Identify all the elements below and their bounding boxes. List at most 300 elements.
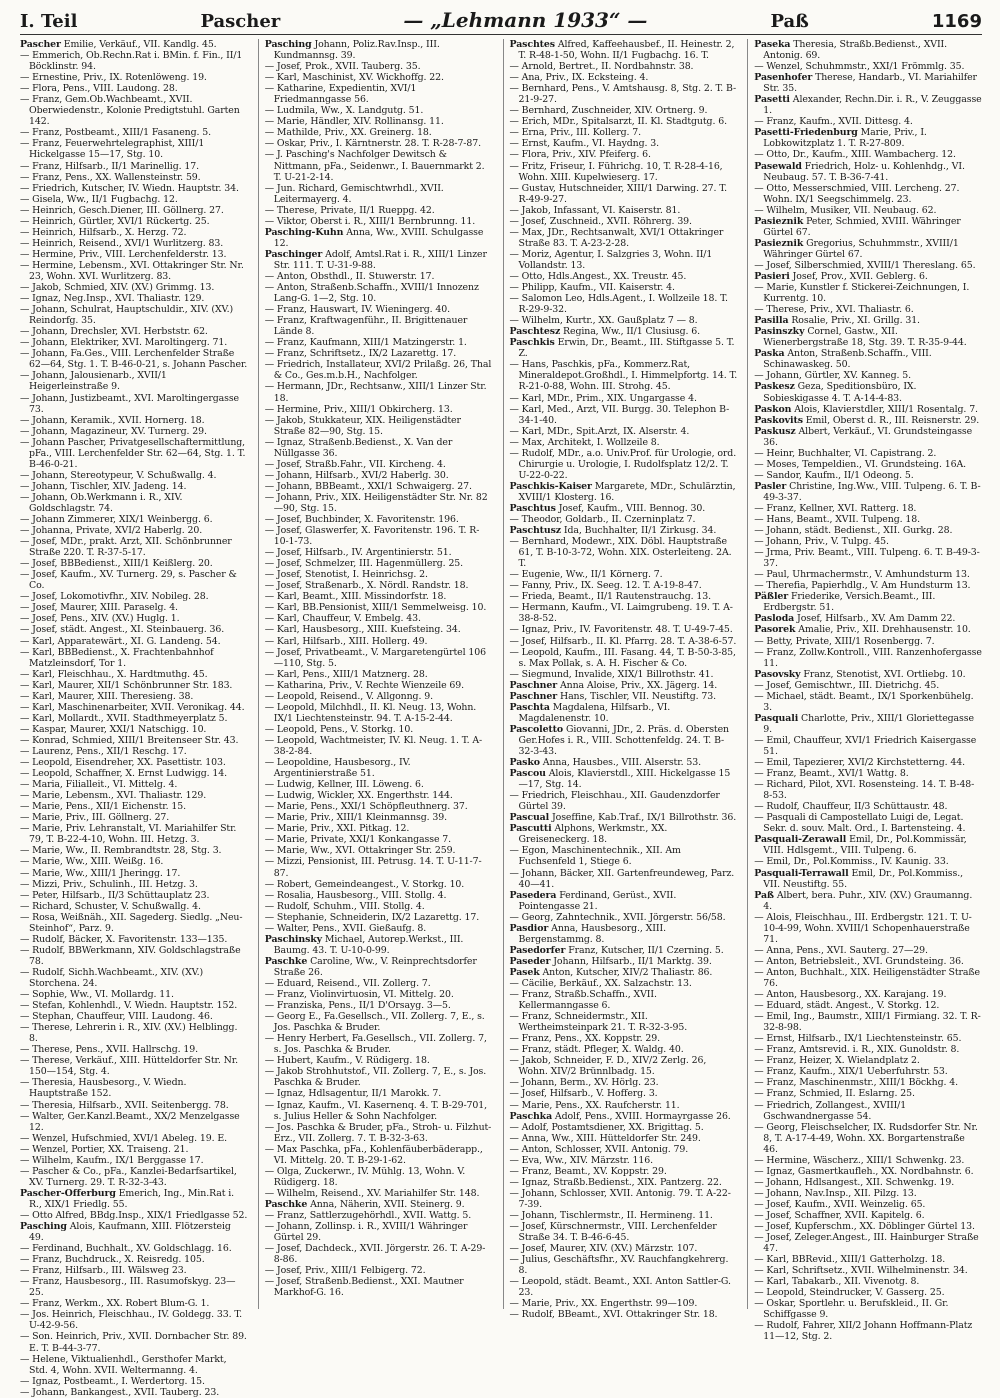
- directory-entry: — Josef, Schmelzer, III. Hagenmüllerg. 25.: [264, 558, 464, 570]
- directory-entry: Pascual Joseffine, Kab.Traf., IX/1 Billrothstr. 36.: [509, 812, 737, 824]
- directory-entry: — Leopold, städt. Beamt., XXI. Anton Sattler-G. 23.: [509, 1276, 731, 1299]
- directory-entry: — Jos. Paschka & Bruder, pFa., Stroh- u. Filzhut-Erz., VII. Zollerg. 7. T. B-32-3-63.: [264, 1121, 492, 1144]
- directory-entry: — Josef, Priv., XIII/1 Felbigerg. 72.: [264, 1265, 426, 1277]
- directory-entry: — Johann, Gürtler, XV. Kanneg. 5.: [754, 370, 911, 382]
- directory-entry: — Karl, Schriftsetz., XVII. Wilhelminenstr. 34.: [754, 1265, 968, 1277]
- directory-entry: — Theresia, Hilfsarb., XVII. Seitenbergg. 78.: [20, 1099, 229, 1111]
- column-4: [747, 39, 982, 1343]
- directory-entry: Paß Albert, bera. Puhr., XIV. (XV.) Graumanng. 4.: [754, 889, 973, 912]
- directory-entry: — Franz, Straßb.Schaffn., XVII. Kellermanngasse 6.: [509, 989, 657, 1012]
- directory-entry: — Marie, Händler, XIV. Rollinansg. 11.: [264, 116, 444, 128]
- directory-entry: — Georg, Zahntechnik., XVII. Jörgerstr. 56/58.: [509, 911, 726, 923]
- directory-entry: — Anton, Hausbesorg., XX. Karajang. 19.: [754, 989, 947, 1001]
- directory-entry: — Johann Zimmerer, XIX/1 Weinbergg. 6.: [20, 514, 213, 526]
- directory-entry: — Rudolf, MDr., a.o. Univ.Prof. für Urologie, ord. Chirurgie u. Urologie, I. Rudolfsplatz 12/2. T. U-22-0-22.: [509, 447, 737, 481]
- directory-entry: — Friedrich, Kutscher, IV. Wiedn. Hauptstr. 34.: [20, 182, 239, 194]
- directory-entry: — Franz, Kaufm., XVII. Dittesg. 4.: [754, 116, 913, 128]
- directory-entry: Pasovsky Franz, Stenotist, XVI. Ortliebg. 10.: [754, 668, 966, 680]
- directory-entry: — Leopoldine, Hausbesorg., IV. Argentinierstraße 51.: [264, 757, 411, 780]
- directory-entry: — Otto Alfred, BBdg.Insp., XIX/1 Friedlgasse 52.: [20, 1209, 248, 1221]
- directory-entry: — Pasquali di Campostellato Luigi de, Legat. Sekr. d. souv. Malt. Ord., I. Bartensteing. 4.: [754, 812, 966, 835]
- directory-entry: — Viktor, Oberst i. R., XIII/1 Bernbrunng. 11.: [264, 215, 476, 227]
- directory-entry: Pasko Anna, Hausbes., VIII. Alserstr. 53.: [509, 757, 701, 769]
- section-label: I. Teil: [20, 11, 78, 32]
- directory-entry: — Henry Herbert, Fa.Gesellsch., VII. Zollerg. 7, s. Jos. Paschka & Bruder.: [264, 1033, 487, 1056]
- directory-entry: — Josef, Buchbinder, X. Favoritenstr. 196.: [264, 514, 459, 526]
- directory-entry: — Franz, Sattlerzugehörhdl., XVII. Wattg. 5.: [264, 1209, 472, 1221]
- directory-entry: — Eduard, Reisend., VII. Zollerg. 7.: [264, 977, 431, 989]
- directory-entry: — Johann, Fa.Ges., VIII. Lerchenfelder Straße 62—64, Stg. 1. T. B-46-0-21, s. Johann Pascher.: [20, 348, 248, 371]
- directory-entry: — Son. Heinrich, Priv., XVII. Dornbacher Str. 89. E. T. B-44-3-77.: [20, 1331, 247, 1354]
- directory-entry: — Karl, Hilfsarb., XIII. Hollerg. 49.: [264, 635, 428, 647]
- directory-entry: Pasedorfer Franz, Kutscher, II/1 Czerning. 5.: [509, 944, 724, 956]
- directory-entry: — Johann, Drechsler, XVI. Herbststr. 62.: [20, 326, 208, 338]
- directory-entry: — Peter, Hilfsarb., II/3 Schüttauplatz 23.: [20, 889, 210, 901]
- directory-entry: — Marie, Kunstler f. Stickerei-Zeichnungen, I. Kurrentg. 10.: [754, 282, 970, 305]
- directory-entry: — Franz, Kellner, XVI. Ratterg. 18.: [754, 502, 917, 514]
- directory-entry: Pasler Christine, Ing.Ww., VIII. Tulpeng. 6. T. B-49-3-37.: [754, 480, 981, 503]
- directory-entry: — Ignaz, Straßenb.Bedienst., X. Van der Nüllgasse 36.: [264, 436, 453, 459]
- directory-entry: — Moses, Tempeldien., VI. Grundsteing. 16A.: [754, 458, 966, 470]
- directory-entry: — Johann, Justizbeamt., XVI. Maroltingergasse 73.: [20, 392, 239, 415]
- directory-entry: — Leopold, Wachtmeister, IV. Kl. Neug. 1. T. A-38-2-84.: [264, 734, 483, 757]
- directory-entry: — Ignaz, Straßb.Bedienst., XIX. Pantzerg. 22.: [509, 1176, 722, 1188]
- directory-entry: — Michael, städt. Beamt., IX/1 Sporkenbühelg. 3.: [754, 690, 974, 713]
- directory-entry: — Karl, Fleischhau., X. Hardtmuthg. 45.: [20, 668, 208, 680]
- directory-entry: Pasching Johann, Poliz.Rav.Insp., III. Kundmannsg. 39.: [264, 39, 440, 62]
- directory-entry: — Johann, Bankangest., XVII. Tauberg. 23.: [20, 1386, 220, 1398]
- directory-entry: Pasquali Charlotte, Priv., XIII/1 Gloriettegasse 9.: [754, 712, 974, 735]
- directory-entry: Pasek Anton, Kutscher, XIV/2 Thaliastr. 86.: [509, 966, 713, 978]
- directory-entry: — Marie, Priv., XXI. Pitkag. 12.: [264, 823, 410, 835]
- directory-entry: Paschtus Josef, Kaufm., VIII. Bennog. 30.: [509, 502, 706, 514]
- directory-entry: — Josef, MDr., prakt. Arzt, XII. Schönbrunner Straße 220. T. R-37-5-17.: [20, 536, 232, 559]
- directory-entry: — Wilhelm, Reisend., XV. Mariahilfer Str. 148.: [264, 1187, 480, 1199]
- directory-entry: — Anton, Betriebsleit., XVI. Grundsteing. 36.: [754, 955, 964, 967]
- directory-entry: — Karl, Maschinist, XV. Wickhoffg. 22.: [264, 72, 444, 84]
- directory-entry: — Ignaz, Priv., IV. Favoritenstr. 48. T. U-49-7-45.: [509, 624, 733, 636]
- directory-entry: — Ignaz, Hdlsagentur, II/1 Marokk. 7.: [264, 1088, 442, 1100]
- directory-entry: Paschtes Alfred, Kaffeehausbef., II. Heinestr. 2, T. R-48-1-50, Wohn. II/1 Fugbachg. 16. T.: [509, 39, 735, 62]
- directory-entry: — Sandor, Kaufm., II/1 Odeong. 5.: [754, 469, 914, 481]
- column-2: [258, 39, 493, 1309]
- directory-entry: — Maria, Filialleit., VI. Mittelg. 4.: [20, 779, 178, 791]
- directory-entry: — Josef, Straßb.Fahr., VII. Kircheng. 4.: [264, 458, 446, 470]
- directory-entry: — Franz, städt. Pfleger, X. Waldg. 40.: [509, 1044, 684, 1056]
- directory-entry: — Johann, Tischler, XIV. Jadeng. 14.: [20, 480, 187, 492]
- directory-entry: — Josef, BBBedienst., XIII/1 Keißlerg. 20.: [20, 558, 213, 570]
- directory-entry: Paschke Caroline, Ww., V. Reinprechtsdorfer Straße 26.: [264, 955, 477, 978]
- directory-entry: Pasching-Kuhn Anna, Ww., XVIII. Schulgasse 12.: [264, 226, 484, 249]
- directory-entry: — Rudolf, Bäcker, X. Favoritenstr. 133—135.: [20, 933, 228, 945]
- directory-entry: Pasdior Anna, Hausbesorg., XIII. Bergenstammg. 8.: [509, 922, 666, 945]
- directory-entry: — Franz, Hilfsarb., III. Wälsweg 23.: [20, 1265, 187, 1277]
- directory-entry: — Johann, Keramik., XVII. Hornerg. 18.: [20, 414, 205, 426]
- directory-entry: — Anna, Pens., XVI. Sauterg. 27—29.: [754, 944, 928, 956]
- directory-entry: — Konrad, Schmied, XIII/1 Breitenseer Str. 43.: [20, 734, 239, 746]
- directory-entry: — Wenzel, Portier, XX. Traiseng. 21.: [20, 1143, 189, 1155]
- directory-entry: — Therese, Private, II/1 Rueppg. 42.: [264, 204, 435, 216]
- directory-entry: Paskon Alois, Klavierstdler, XIII/1 Rosentalg. 7.: [754, 403, 978, 415]
- directory-entry: — Johanna, Private, XVI/2 Haberlg. 20.: [20, 525, 203, 537]
- directory-entry: — Franz, Kaufmann, XIII/1 Matzingerstr. 1.: [264, 337, 467, 349]
- directory-entry: — Heinr, Buchhalter, VI. Capistrang. 2.: [754, 447, 937, 459]
- directory-entry: — Salomon Leo, Hdls.Agent., I. Wollzeile 18. T. R-29-9-32.: [509, 293, 728, 316]
- directory-entry: — Georg, Fleischselcher, IX. Rudsdorfer Str. Nr. 8, T. A-17-4-49, Wohn. XX. Borgartenstraße 46.: [754, 1121, 978, 1155]
- directory-entry: — Max, Architekt, I. Wollzeile 8.: [509, 436, 660, 448]
- directory-entry: — Johann, Stereotypeur, V. Schußwallg. 4.: [20, 469, 217, 481]
- directory-entry: — Flora, Pens., VIII. Laudong. 28.: [20, 83, 178, 95]
- directory-entry: Pasieznik Gregorius, Schuhmmstr., XVIII/1 Währinger Gürtel 67.: [754, 237, 959, 260]
- directory-entry: — Anna, Ww., XIII. Hütteldorfer Str. 249.: [509, 1132, 701, 1144]
- directory-entry: — Franz, Maschinenmstr., XIII/1 Böckhg. 4.: [754, 1077, 958, 1089]
- directory-entry: — Mathilde, Priv., XX. Greinerg. 18.: [264, 127, 432, 139]
- directory-entry: — Arnold, Bertret., II. Nordbahnstr. 38.: [509, 61, 694, 73]
- directory-entry: — Josef, Hilfsarb., II. Kl. Pfarrg. 28. T. A-38-6-57.: [509, 635, 737, 647]
- directory-entry: — Hermann, JDr., Rechtsanw., XIII/1 Linzer Str. 18.: [264, 381, 487, 404]
- directory-entry: — Rosalia, Hausbesorg., VIII. Stollg. 4.: [264, 889, 447, 901]
- directory-entry: Pasilla Rosalie, Priv., XI. Grillg. 31.: [754, 315, 920, 327]
- directory-entry: — Johann, Jalousienarb., XVII/1 Heigerleinstraße 9.: [20, 370, 167, 393]
- directory-entry: — Jakob, Schmied, XIV. (XV.) Grimmg. 13.: [20, 282, 215, 294]
- directory-entry: — Hermann, Kaufm., VI. Laimgrubeng. 19. T. A-38-8-52.: [509, 602, 733, 625]
- directory-entry: — Max, JDr., Rechtsanwalt, XVI/1 Ottakringer Straße 83. T. A-23-2-28.: [509, 226, 724, 249]
- directory-entry: Paseder Johann, Hilfsarb., II/1 Marktg. 39.: [509, 955, 712, 967]
- directory-entry: — Rudolf, Fahrer, XII/2 Johann Hoffmann-Platz 11—12, Stg. 2.: [754, 1320, 973, 1343]
- directory-entry: — Therefia, Papierhdlg., V. Am Hundsturm 13.: [754, 580, 971, 592]
- directory-entry: Pasorek Amalie, Priv., XII. Drehhausenstr. 10.: [754, 624, 971, 636]
- directory-entry: — Paul, Uhrmachermstr., V. Amhundsturm 13.: [754, 569, 970, 581]
- directory-entry: Paskovits Emil, Oberst d. R., III. Reisnerstr. 29.: [754, 414, 980, 426]
- directory-entry: — Leopold, Eisendreher, XX. Pasettistr. 103.: [20, 757, 226, 769]
- directory-entry: — Emil, Ing., Baumstr., XIII/1 Firmiang. 32. T. R-32-8-98.: [754, 1011, 981, 1034]
- directory-entry: — Kaspar, Maurer, XXI/1 Natschigg. 10.: [20, 723, 207, 735]
- directory-entry: — Johann, Nav.Insp., XII. Pilzg. 13.: [754, 1187, 917, 1199]
- directory-entry: Paschner Anna Aloise, Priv., XX. Jägerg. 14.: [509, 679, 718, 691]
- directory-entry: — Ana, Priv., IX. Ecksteing. 4.: [509, 72, 649, 84]
- directory-entry: — Anton, Straßenb.Schaffn., XVIII/1 Innozenz Lang-G. 1—2, Stg. 10.: [264, 282, 479, 305]
- directory-entry: Pascoletto Giovanni, JDr., 2. Präs. d. Obersten Ger.Hofes i. R., VIII. Schottenfeldg. 24. T. B-32-3-43.: [509, 723, 729, 757]
- directory-entry: — Franz, Postbeamt., XIII/1 Fasaneng. 5.: [20, 127, 212, 139]
- directory-entry: — Franz, Pens., XX. Koppstr. 29.: [509, 1033, 660, 1045]
- directory-entry: — Jakob, Stukkateur, XIX. Heiligenstädter Straße 82—90, Stg. 15.: [264, 414, 461, 437]
- directory-entry: — Josef, Zeleger.Angest., III. Hainburger Straße 47.: [754, 1232, 979, 1255]
- directory-entry: — Karl, Maschinenarbeiter, XVII. Veronikag. 44.: [20, 701, 245, 713]
- directory-entry: — Fritz, Friseur, I. Führichg. 10, T. R-28-4-16, Wohn. XIII. Kupelwieserg. 17.: [509, 160, 723, 183]
- directory-entry: — Franz, Beamt., XV. Koppstr. 29.: [509, 1165, 667, 1177]
- directory-entry: — Flora, Priv., XIV. Pfeiferg. 6.: [509, 149, 651, 161]
- directory-entry: — Cäcilie, Berkäuf., XX. Salzachstr. 13.: [509, 977, 692, 989]
- directory-entry: — Rudolf, Chauffeur, II/3 Schüttaustr. 48.: [754, 801, 948, 813]
- directory-entry: — Karl, BBRevid., XIII/1 Gatterholzg. 18.: [754, 1254, 946, 1266]
- directory-entry: — Hermine, Wäscherz., XIII/1 Schwenkg. 23.: [754, 1154, 965, 1166]
- directory-entry: — Johann, Tischlermstr., II. Hermineng. 11.: [509, 1209, 713, 1221]
- directory-entry: — Josef, Silberschmied, XVIII/1 Thereslang. 65.: [754, 259, 976, 271]
- directory-entry: — Johann, Priv., XIX. Heiligenstädter Str. Nr. 82—90, Stg. 15.: [264, 491, 488, 514]
- directory-entry: — Otto, Dr., Kaufm., XIII. Wambacherg. 12.: [754, 149, 956, 161]
- directory-entry: — Karl, Med., Arzt, VII. Burgg. 30. Telephon B-34-1-40.: [509, 403, 730, 426]
- directory-entry: — Josef, Gemischtwr., III. Dietrichg. 45.: [754, 679, 940, 691]
- directory-entry: — Sophie, Ww., VI. Mollardg. 11.: [20, 989, 174, 1001]
- directory-entry: — Franz, Werkm., XX. Robert Blum-G. 1.: [20, 1298, 210, 1310]
- directory-entry: — Josef, Dachdeck., XVII. Jörgerstr. 26. T. A-29-8-86.: [264, 1243, 486, 1266]
- directory-entry: — Richard, Schuster, V. Schußwallg. 4.: [20, 900, 201, 912]
- directory-entry: — Jakob, Infassant, VI. Kaiserstr. 81.: [509, 204, 681, 216]
- directory-entry: — Johann, Magazineur, XV. Turnerg. 29.: [20, 425, 207, 437]
- directory-entry: — Wilhelm, Kurtr., XX. Gaußplatz 7 — 8.: [509, 315, 698, 327]
- directory-entry: — Josef, Pens., XIV. (XV.) Huglg. 1.: [20, 613, 180, 625]
- directory-entry: — Franz, Zollw.Kontroll., VIII. Ranzenhofergasse 11.: [754, 646, 982, 669]
- columns-container: [20, 39, 982, 1398]
- directory-entry: — Josef, Maurer, XIV. (XV.) Märzstr. 107.: [509, 1243, 698, 1255]
- directory-entry: — Therese, Verkäuf., XIII. Hütteldorfer Str. Nr. 150—154, Stg. 4.: [20, 1055, 238, 1078]
- directory-entry: — Hans, Beamt., XVII. Tulpeng. 18.: [754, 514, 920, 526]
- directory-entry: — Rudolf, Sichh.Wachbeamt., XIV. (XV.) Storchena. 24.: [20, 966, 204, 989]
- directory-entry: — Mizzi, Priv., Schulinh., III. Hetzg. 3.: [20, 878, 198, 890]
- directory-entry: — Franz, Schneidermstr., XII. Wertheimsteinpark 21. T. R-32-3-95.: [509, 1011, 688, 1034]
- directory-entry: Paschka Adolf, Pens., XVIII. Hormayrgasse 26.: [509, 1110, 731, 1122]
- directory-entry: — Jrma, Priv. Beamt., VIII. Tulpeng. 6. T. B-49-3-37.: [754, 547, 980, 570]
- directory-entry: Paschkis Erwin, Dr., Beamt., III. Stiftgasse 5. T. Z.: [509, 337, 735, 360]
- directory-entry: Paschke Anna, Näherin, XVII. Steinerg. 9.: [264, 1198, 465, 1210]
- directory-entry: — Eduard, städt. Angest., V. Storkg. 12.: [754, 1000, 940, 1012]
- directory-entry: — Fanny, Priv., IX. Seeg. 12. T. A-19-8-47.: [509, 580, 702, 592]
- directory-entry: — Marie, Ww., XIII. Weißg. 16.: [20, 856, 164, 868]
- directory-entry: Paseka Theresia, Straßb.Bedienst., XVII. Antonig. 69.: [754, 39, 948, 62]
- directory-entry: — Bernhard, Modewr., XIX. Döbl. Hauptstraße 61, T. B-10-3-72, Wohn. XIX. Osterleiteng. 2A. T.: [509, 536, 732, 570]
- directory-entry: — Marie, Pens., XII/1 Eichenstr. 15.: [20, 801, 186, 813]
- directory-entry: — Walter, Ger.Kanzl.Beamt., XX/2 Menzelgasse 12.: [20, 1110, 240, 1133]
- directory-entry: — Josef, Zuschneid., XVII. Röhrerg. 39.: [509, 215, 692, 227]
- directory-entry: — Karl, Chauffeur, V. Embelg. 43.: [264, 613, 421, 625]
- directory-entry: — Jos. Heinrich, Fleischhau., IV. Goldegg. 33. T. U-42-9-56.: [20, 1309, 243, 1332]
- directory-entry: — Franz, Amtsrevid. i. R., XIX. Gunoldstr. 8.: [754, 1044, 960, 1056]
- directory-entry: — Franz, Hilfsarb., II/1 Marinellig. 17.: [20, 160, 199, 172]
- directory-entry: Pasenhofer Therese, Handarb., VI. Mariahilfer Str. 35.: [754, 72, 977, 95]
- directory-entry: — Jun. Richard, Gemischtwrhdl., XVII. Leitermayerg. 4.: [264, 182, 444, 205]
- directory-entry: — Marie, Priv. Lehranstalt, VI. Mariahilfer Str. 79, T. B-22-4-10, Wohn. III. Hetzg. 3.: [20, 823, 237, 846]
- directory-entry: — Leopold, Milchhdl., II. Kl. Neug. 13, Wohn. IX/1 Liechtensteinstr. 94. T. A-15-2-44.: [264, 701, 477, 724]
- directory-entry: — Emil, Tapezierer, XVI/2 Kirchstetterng. 44.: [754, 757, 966, 769]
- directory-entry: — Mizzi, Pensionist, III. Petrusg. 14. T. U-11-7-87.: [264, 856, 482, 879]
- keyword-left: Pascher: [200, 11, 281, 32]
- directory-entry: — Karl, Maurer, XIII. Theresieng. 38.: [20, 690, 194, 702]
- directory-entry: — Johann, Berm., XV. Hörlg. 23.: [509, 1077, 659, 1089]
- directory-entry: — Hermine, Priv., XIII/1 Obkircherg. 13.: [264, 403, 453, 415]
- column-3: [503, 39, 738, 1321]
- directory-entry: — Ernst, Hilfsarb., IX/1 Liechtensteinstr. 65.: [754, 1033, 962, 1045]
- directory-entry: — Karl, BBBedienst., X. Frachtenbahnhof Matzleinsdorf, Tor 1.: [20, 646, 214, 669]
- directory-entry: — Anton, Buchhalt., XIX. Heiligenstädter Straße 76.: [754, 966, 981, 989]
- keyword-right: Paß: [770, 11, 809, 32]
- directory-entry: — Karl, Hausbesorg., XIII. Kuefsteing. 34.: [264, 624, 461, 636]
- directory-entry: — Marie, Ww., XVI. Ottakringer Str. 259.: [264, 845, 456, 857]
- directory-entry: Pasieri Josef, Prov., XVII. Geblerg. 6.: [754, 270, 928, 282]
- directory-entry: Pasching Alois, Kaufmann, XIII. Flötzersteig 49.: [20, 1221, 231, 1244]
- directory-entry: — Jakob, Schneider, F. D., XIV/2 Zerlg. 26, Wohn. XIV/2 Brünnlbadg. 15.: [509, 1055, 707, 1078]
- directory-entry: — Johann, Zollinsp. i. R., XVIII/1 Währinger Gürtel 29.: [264, 1221, 468, 1244]
- directory-entry: Pascher-Offerburg Emerich, Ing., Min.Rat i. R., XIX/1 Friedlg. 55.: [20, 1187, 235, 1210]
- directory-entry: — Gisela, Ww., II/1 Fugbachg. 12.: [20, 193, 178, 205]
- directory-entry: Pascutti Alphons, Werkmstr., XX. Greiseneckerg. 18.: [509, 823, 668, 846]
- directory-entry: — Josef, Straßenarb., X. Nördl. Randstr. 18.: [264, 580, 469, 592]
- directory-entry: — Laurenz, Pens., XII/1 Reschg. 17.: [20, 746, 187, 757]
- directory-entry: — Friedrich, Zollangest., XVIII/1 Gschwandnergasse 54.: [754, 1099, 907, 1122]
- directory-entry: — Karl, Beamt., XIII. Missindorfstr. 18.: [264, 591, 447, 603]
- directory-entry: — Marie, Ww., XIII/1 Jheringg. 17.: [20, 867, 181, 879]
- directory-entry: — Therese, Priv., XVI. Thaliastr. 6.: [754, 304, 914, 316]
- directory-entry: — Johann, Hilfsarb., XVI/2 Haberlg. 30.: [264, 469, 449, 481]
- directory-entry: — Otto, Hdls.Angest., XX. Treustr. 45.: [509, 270, 687, 282]
- directory-entry: — Betty, Private, XIII/1 Rosenbergg. 7.: [754, 635, 935, 647]
- directory-entry: — Karl, Tabakarb., XII. Vivenotg. 8.: [754, 1276, 920, 1288]
- directory-entry: — Ernst, Kaufm., VI. Haydng. 3.: [509, 138, 660, 150]
- directory-entry: — Siegmund, Invalide, XIX/1 Billrothstr. 41.: [509, 668, 714, 680]
- directory-entry: — Oskar, Sportlehr. u. Berufskleid., II. Gr. Schiffgasse 9.: [754, 1298, 949, 1321]
- directory-entry: Paschta Magdalena, Hilfsarb., VI. Magdalenenstr. 10.: [509, 701, 671, 724]
- directory-title: — „Lehmann 1933“ —: [403, 8, 648, 32]
- directory-entry: Paska Anton, Straßenb.Schaffn., VIII. Schinawaskeg. 50.: [754, 348, 932, 371]
- directory-entry: — Friedrich, Installateur, XVI/2 Prilaßg. 26, Thal & Co., Ges.m.b.H., Nachfolger.: [264, 359, 492, 382]
- directory-entry: — Stefan, Kohlenhdl., V. Wiedn. Hauptstr. 152.: [20, 1000, 238, 1012]
- directory-entry: — Katharina, Priv., V. Rechte Wienzeile 69.: [264, 679, 465, 691]
- directory-entry: — Karl, Maurer, XII/1 Schönbrunner Str. 183.: [20, 679, 233, 691]
- directory-entry: — Josef, Hilfsarb., V. Hofferg. 3.: [509, 1088, 658, 1100]
- directory-entry: — Franz, Heizer, X. Wielandplatz 2.: [754, 1055, 920, 1067]
- directory-entry: — Erich, MDr., Spitalsarzt, II. Kl. Stadtgutg. 6.: [509, 116, 727, 128]
- directory-entry: — Josef, Prok., XVII. Tauberg. 35.: [264, 61, 421, 73]
- directory-entry: — Franz, Violinvirtuosin, VI. Mittelg. 20.: [264, 989, 454, 1001]
- directory-entry: — Marie, Private, XXI/1 Konkangasse 7.: [264, 834, 452, 846]
- directory-entry: — Ernestine, Priv., IX. Rotenlöweng. 19.: [20, 72, 207, 84]
- directory-entry: — Eva, Ww., XIV. Märzstr. 116.: [509, 1154, 653, 1166]
- directory-entry: — Adolf, Postamtsdiener, XX. Brigittag. 5.: [509, 1121, 704, 1133]
- directory-entry: — Johann, Schlosser, XVII. Antonig. 79. T. A-22-7-39.: [509, 1187, 731, 1210]
- directory-entry: — J. Pasching's Nachfolger Dewitsch & Nittmann, pFa., Seidenwr., I. Bauernmarkt 2. T. U-21-2-14.: [264, 149, 485, 183]
- directory-entry: — Karl, BB.Pensionist, XIII/1 Semmelweisg. 10.: [264, 602, 487, 614]
- directory-entry: — Helene, Viktualienhdl., Gersthofer Markt, Std. 4, Wohn. XVII. Weltermanng. 4.: [20, 1353, 227, 1376]
- directory-entry: — Moriz, Agentur, I. Salzgries 3, Wohn. II/1 Vollandstr. 13.: [509, 248, 713, 271]
- directory-entry: Paschkis-Kaiser Margarete, MDr., Schulärztin, XVIII/1 Klosterg. 16.: [509, 480, 736, 503]
- page-number: 1169: [931, 11, 982, 32]
- directory-entry: — Franz, Gem.Ob.Wachbeamt., XVII. Oberwiedenstr., Kolonie Predigtstuhl. Garten 142.: [20, 94, 240, 128]
- directory-entry: Pasquali-Zerawall Emil, Dr., Pol.Kommissär, VIII. Hdlsgemt., VIII. Tulpeng. 6.: [754, 834, 967, 857]
- directory-entry: — Stephan, Chauffeur, VIII. Laudong. 46.: [20, 1011, 213, 1023]
- directory-entry: — Josef, Kürschnermstr., VIII. Lerchenfelder Straße 34. T. B-46-6-45.: [509, 1221, 717, 1244]
- directory-entry: — Jakob Strohhutstof., VII. Zollerg. 7, E., s. Jos. Paschka & Bruder.: [264, 1066, 487, 1089]
- directory-entry: — Heinrich, Reisend., XVI/1 Wurlitzerg. 83.: [20, 237, 224, 249]
- directory-entry: — Emil, Dr., Pol.Kommiss., IV. Kaunig. 33.: [754, 856, 949, 868]
- directory-entry: Pasewald Friedrich, Holz- u. Kohlenhdg., VI. Neubaug. 57. T. B-36-7-41.: [754, 160, 965, 183]
- directory-entry: — Josef, Schaffner, XVII. Kapitelg. 6.: [754, 1209, 925, 1221]
- directory-entry: — Richard, Pilot, XVI. Rosensteing. 14. T. B-48-8-53.: [754, 779, 975, 802]
- directory-entry: — Katharine, Expedientin, XVI/1 Friedmanngasse 56.: [264, 83, 417, 106]
- directory-entry: — Wenzel, Hufschmied, XVI/1 Abeleg. 19. E.: [20, 1132, 228, 1144]
- column-1: [20, 39, 248, 1398]
- directory-entry: — Egon, Maschinentechnik., XII. Am Fuchsenfeld 1, Stiege 6.: [509, 845, 681, 868]
- directory-entry: Pasinszky Cornel, Gastw., XII. Wienerbergstraße 18, Stg. 39. T. R-35-9-44.: [754, 326, 967, 349]
- page-header: [20, 8, 982, 35]
- directory-entry: — Therese, Lehrerin i. R., XIV. (XV.) Helblingg. 8.: [20, 1022, 238, 1045]
- directory-entry: Pascou Alois, Klavierstdl., XIII. Hickelgasse 15—17, Stg. 14.: [509, 768, 731, 791]
- directory-entry: — Josef, Glaswerfer, X. Favoritenstr. 196. T. R-10-1-73.: [264, 525, 480, 548]
- directory-entry: Pasquali-Terrawall Emil, Dr., Pol.Kommiss., VII. Neustiftg. 55.: [754, 867, 963, 890]
- directory-entry: Paschtusz Ida, Buchhalter, II/1 Zirkusg. 34.: [509, 525, 717, 537]
- directory-entry: — Marie, Ww., II. Rembrandtstr. 28, Stg. 3.: [20, 845, 222, 857]
- directory-entry: — Karl, Mollardt., XVII. Stadthmeyerplatz 5.: [20, 712, 228, 724]
- directory-entry: — Johann, Elektriker, XVI. Maroltingerg. 71.: [20, 337, 228, 349]
- directory-entry: — Pascher & Co., pFa., Kanzlei-Bedarfsartikel, XV. Turnerg. 29. T. R-32-3-43.: [20, 1165, 237, 1188]
- directory-entry: — Franz, Schriftsetz., IX/2 Lazarettg. 17.: [264, 348, 457, 360]
- directory-entry: — Marie, Priv., XX. Engerthstr. 99—109.: [509, 1298, 698, 1310]
- directory-entry: — Rudolf, BBeamt., XVI. Ottakringer Str. 18.: [509, 1309, 718, 1321]
- directory-entry: — Therese, Pens., XVII. Hallrschg. 19.: [20, 1044, 198, 1056]
- directory-entry: — Marie, Pens., XXI/1 Schöpfleuthnerg. 37.: [264, 801, 468, 813]
- directory-entry: — Frieda, Beamt., II/1 Rautenstrauchg. 13.: [509, 591, 711, 603]
- directory-entry: — Hubert, Kaufm., V. Rüdigerg. 18.: [264, 1055, 430, 1067]
- directory-entry: — Josef, Kaufm., XV. Turnerg. 29, s. Pascher & Co.: [20, 569, 237, 592]
- directory-entry: — Marie, Lebensm., XVI. Thaliastr. 129.: [20, 790, 207, 802]
- directory-entry: — Leopold, Pens., V. Storkg. 10.: [264, 723, 414, 735]
- directory-entry: — Ludwig, Kellner, III. Löweng. 6.: [264, 779, 424, 791]
- directory-entry: Pascher Emilie, Verkäuf., VII. Kandlg. 45.: [20, 39, 217, 50]
- directory-entry: — Johann, Hdlsangest., XII. Schwenkg. 19.: [754, 1176, 955, 1188]
- directory-entry: — Franz, Feuerwehrtelegraphist, XIII/1 Hickelgasse 15—17, Stg. 10.: [20, 138, 205, 161]
- directory-entry: — Josef, Kupferschm., XX. Döblinger Gürtel 13.: [754, 1221, 975, 1233]
- directory-entry: — Ferdinand, Buchhalt., XV. Goldschlagg. 16.: [20, 1243, 232, 1255]
- directory-entry: — Walter, Pens., XVII. Gießaufg. 8.: [264, 922, 427, 934]
- directory-entry: — Johann, Schulrat, Hauptschuldir., XIV. (XV.) Reindorfg. 35.: [20, 304, 234, 327]
- directory-entry: — Max Paschka, pFa., Kohlenfäuberbäderapp., VI. Mittelg. 20. T. B-29-1-62.: [264, 1143, 483, 1166]
- directory-entry: — Heinrich, Gesch.Diener, III. Göllnerg. 27.: [20, 204, 224, 216]
- directory-entry: — Hans, Paschkis, pFa., Kommerz.Rat, Mineraldepot.Großhdl., I. Himmelpfortg. 14. T. R-21-0-88, Wohn. III. Strohg. 45.: [509, 359, 738, 393]
- directory-entry: Pasloda Josef, Hilfsarb., XV. Am Damm 22.: [754, 613, 956, 625]
- directory-entry: — Karl, MDr., Prim., XIX. Ungargasse 4.: [509, 392, 697, 404]
- directory-entry: — Rosa, Weißnäh., XII. Sagederg. Siedlg. „Neu-Steinhof“, Parz. 9.: [20, 911, 243, 934]
- directory-entry: — Johann, städt. Bedienst., XII. Gurkg. 28.: [754, 525, 953, 537]
- directory-entry: — Olga, Zuckerwr., IV. Mühlg. 13, Wohn. V. Rüdigerg. 18.: [264, 1165, 466, 1188]
- directory-entry: — Josef, Maurer, XIII. Paraselg. 4.: [20, 602, 178, 614]
- directory-entry: Pasetti Alexander, Rechn.Dir. i. R., V. Zeuggasse 1.: [754, 94, 982, 117]
- directory-entry: — Gustav, Hutschneider, XIII/1 Darwing. 27. T. R-49-9-27.: [509, 182, 727, 205]
- directory-entry: — Franz, Buchdruck., X. Reisredg. 105.: [20, 1254, 205, 1266]
- directory-entry: — Heinrich, Hilfsarb., X. Herzg. 72.: [20, 226, 187, 238]
- directory-entry: — Bernhard, Pens., V. Amtshausg. 8, Stg. 2. T. B-21-9-27.: [509, 83, 737, 106]
- directory-entry: — Leopold, Steindrucker, V. Gasserg. 25.: [754, 1287, 945, 1299]
- directory-entry: — Franziska, Pens., II/1 D'Orsayg. 3—5.: [264, 1000, 451, 1012]
- directory-entry: — Hermine, Priv., VIII. Lerchenfelderstr. 13.: [20, 248, 227, 260]
- directory-entry: — Franz, Schmied, II. Eslarng. 25.: [754, 1088, 915, 1100]
- directory-entry: — Georg E., Fa.Gesellsch., VII. Zollerg. 7, E., s. Jos. Paschka & Bruder.: [264, 1011, 485, 1034]
- directory-entry: — Ignaz, Kaufm., VI. Kasernenq. 4. T. B-29-701, s. Julius Heller & Sohn Nachfolger.: [264, 1099, 487, 1122]
- directory-entry: — Johann, Bäcker, XII. Gartenfreundeweg, Parz. 40—41.: [509, 867, 735, 890]
- directory-entry: — Theodor, Goldarb., II. Czerninplatz 7.: [509, 514, 696, 526]
- directory-entry: — Josef, Privatbeamt., V. Margaretengürtel 106—110, Stg. 5.: [264, 646, 486, 669]
- directory-entry: Paschtesz Regina, Ww., II/1 Clusiusg. 6.: [509, 326, 701, 338]
- directory-entry: Pasieznik Peter, Schmied, XVIII. Währinger Gürtel 67.: [754, 215, 961, 238]
- directory-entry: — Ludmila, Ww., X. Landgutg. 51.: [264, 105, 424, 117]
- directory-entry: — Franz, Kaufm., XIX/1 Ueberfuhrstr. 53.: [754, 1066, 948, 1078]
- directory-entry: — Theresia, Hausbesorg., V. Wiedn. Hauptstraße 152.: [20, 1077, 187, 1100]
- directory-entry: — Josef, Stenotist, I. Heinrichsg. 2.: [264, 569, 428, 581]
- directory-entry: — Franz, Pens., XX. Wallensteinstr. 59.: [20, 171, 201, 183]
- directory-entry: — Johann Pascher, Privatgesellschaftermittlung, pFa., VIII. Lerchenfelder Str. 62—64, Stg. 1. T. B-46-0-21.: [20, 436, 246, 470]
- directory-entry: — Alois, Fleischhau., III. Erdbergstr. 121. T. U-10-4-99, Wohn. XVIII/1 Schopenhauerstraße 71.: [754, 911, 972, 945]
- directory-entry: — Karl, MDr., Spit.Arzt, IX. Alserstr. 4.: [509, 425, 690, 437]
- directory-entry: — Josef, Kaufm., XVII. Weinzelig. 65.: [754, 1198, 926, 1210]
- directory-entry: — Erna, Priv., III. Kollerg. 7.: [509, 127, 641, 139]
- directory-entry: — Josef, städt. Angest., XI. Steinbauerg. 36.: [20, 624, 225, 636]
